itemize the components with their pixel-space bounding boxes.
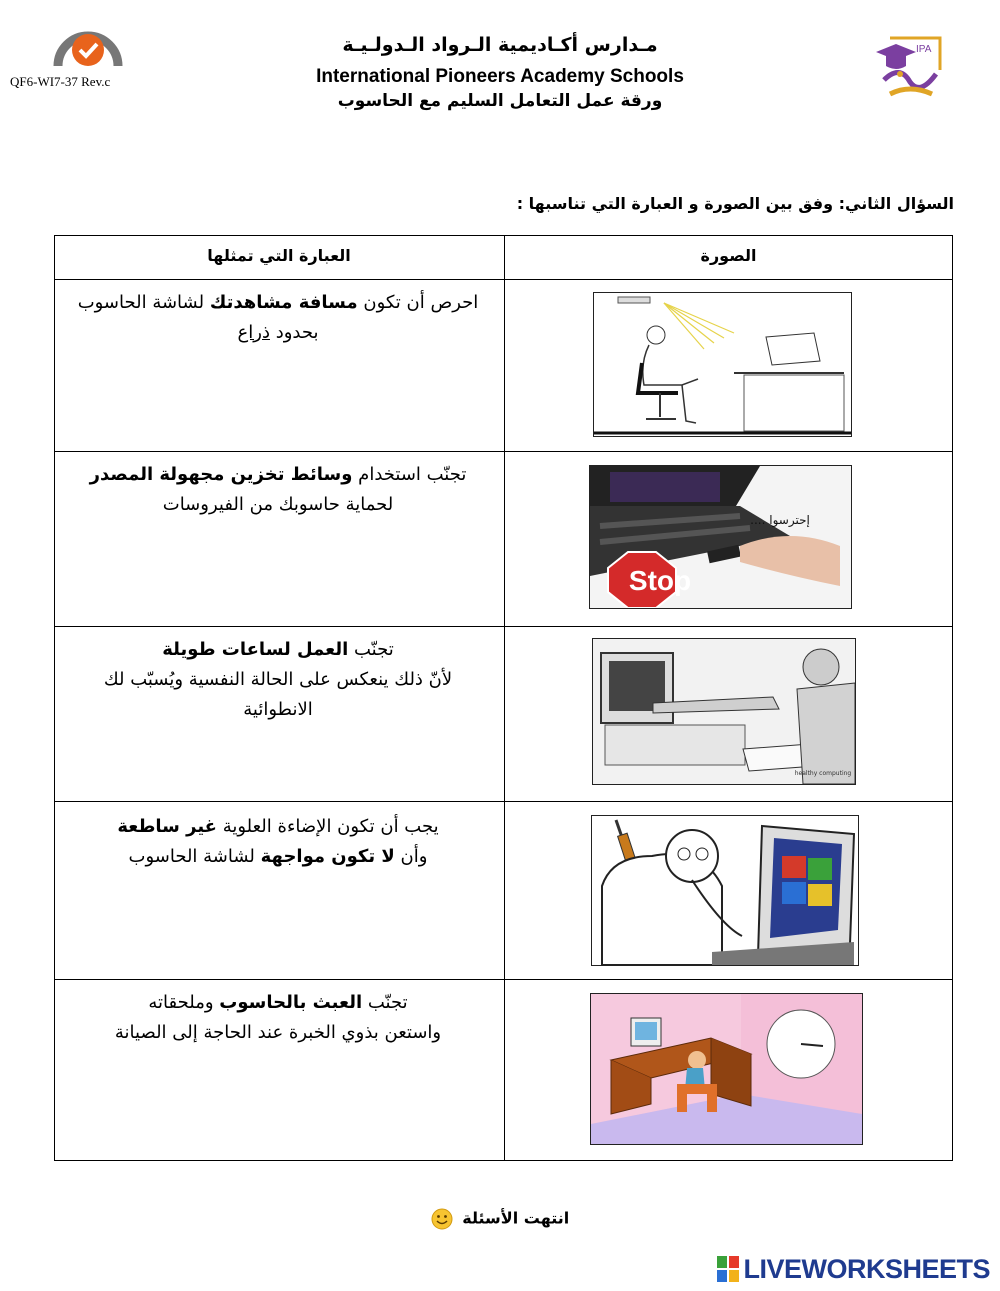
- table-row-divider: [54, 451, 953, 452]
- table-row-divider: [54, 979, 953, 980]
- school-name-english: International Pioneers Academy Schools: [316, 66, 684, 87]
- table-column-divider: [504, 235, 505, 1161]
- worksheet-title: ورقة عمل التعامل السليم مع الحاسوب: [337, 91, 663, 111]
- column-header-statement: العبارة التي تمثلها: [207, 246, 351, 265]
- end-text: انتهت الأسئلة: [462, 1208, 570, 1228]
- logo-text: IPA: [916, 44, 932, 55]
- warning-caption: إحترسوا ....: [750, 513, 810, 527]
- statement-2: تجنّب استخدام وسائط تخزين مجهولة المصدر لحماية حاسوبك من الفيروسات: [89, 464, 467, 515]
- statement-3: تجنّب العمل لساعات طويلة لأنّ ذلك ينعكس على الحالة النفسية ويُسبّب لك الانطوائية: [103, 639, 453, 720]
- doctor-computer-image: [591, 815, 859, 966]
- end-of-questions: [0, 1208, 1000, 1230]
- child-computer-room-image: [590, 993, 863, 1145]
- column-header-picture: الصورة: [700, 246, 757, 265]
- certification-logo: [48, 22, 126, 74]
- stop-sign-text: Stop: [628, 565, 692, 596]
- statement-5: تجنّب العبث بالحاسوب وملحقاته واستعن بذوي الخبرة عند الحاجة إلى الصيانة: [114, 992, 442, 1043]
- school-logo: [870, 30, 948, 108]
- liveworksheets-logo-icon: [717, 1256, 739, 1282]
- school-name-arabic: مـدارس أكـاديمية الـرواد الـدولـيـة: [342, 34, 658, 56]
- table-header-divider: [54, 279, 953, 280]
- statement-4: يجب أن تكون الإضاءة العلوية غير ساطعة وأن لا تكون مواجهة لشاشة الحاسوب: [117, 816, 439, 867]
- liveworksheets-brand[interactable]: [717, 1254, 990, 1284]
- posture-image: [593, 292, 852, 437]
- question-text: السؤال الثاني: وفق بين الصورة و العبارة التي تناسبها :: [516, 194, 954, 213]
- form-code: QF6-WI7-37 Rev.c: [10, 74, 111, 89]
- table-row-divider: [54, 801, 953, 802]
- arm-length-distance-image: [592, 638, 856, 785]
- liveworksheets-text: LIVEWORKSHEETS: [743, 1253, 990, 1284]
- usb-virus-warning-image: [589, 465, 852, 609]
- smiley-icon: [431, 1208, 453, 1230]
- statement-1: احرص أن تكون مسافة مشاهدتك لشاشة الحاسوب بحدود ذراع: [77, 292, 479, 343]
- table-row-divider: [54, 626, 953, 627]
- healthy-computing-caption: healthy computing: [794, 770, 852, 777]
